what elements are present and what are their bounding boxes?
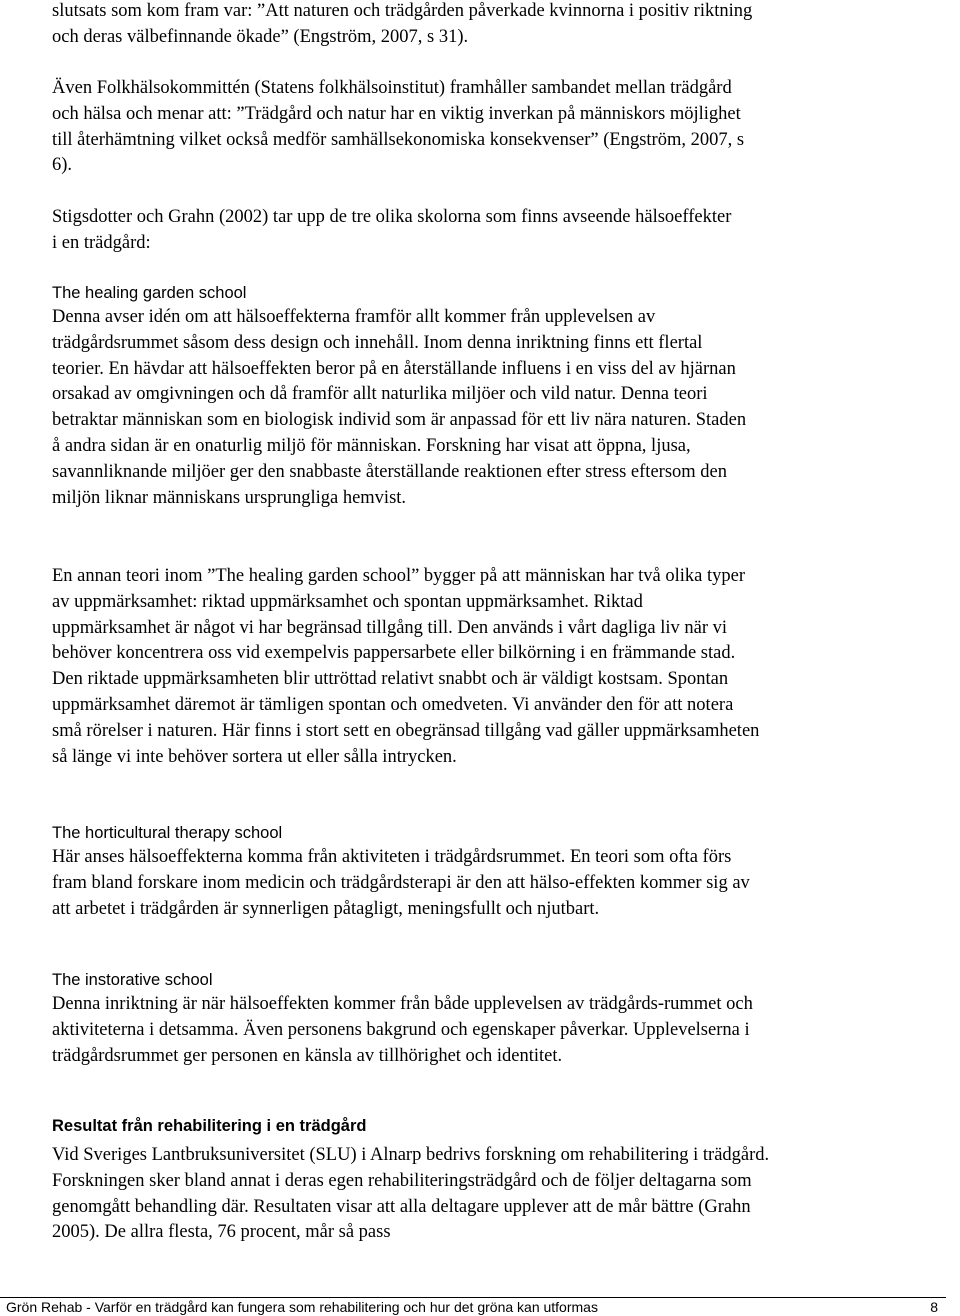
footer-page-number: 8 <box>930 1299 938 1315</box>
paragraph-horticultural-therapy: Här anses hälsoeffekterna komma från aktiviteten i trädgårdsrummet. En teori som ofta förs fram bland forskare inom medicin och trädgårdsterapi är den att hälso-effekten kommer sig av att arbetet i trädgården är synnerligen påtagligt, meningsfullt och njutbart. <box>52 847 750 919</box>
heading-instorative-school: The instorative school <box>52 971 213 989</box>
paragraph-quote-conclusion: slutsats som kom fram var: ”Att naturen och trädgården påverkade kvinnorna i positiv riktning och deras välbefinnande ökade” (Engström, 2007, s 31). <box>52 1 753 47</box>
heading-resultat-rehabilitering: Resultat från rehabilitering i en trädgård <box>52 1117 367 1135</box>
paragraph-instorative: Denna inriktning är när hälsoeffekten kommer från både upplevelsen av trädgårds-rummet och aktiviteterna i detsamma. Även personens bakgrund och egenskaper påverkar. Upplevelserna i trädgårdsrummet ger personen en känsla av tillhörighet och identitet. <box>52 994 753 1066</box>
paragraph-slu-research: Vid Sveriges Lantbruksuniversitet (SLU) i Alnarp bedrivs forskning om rehabilitering i trädgård. Forskningen sker bland annat i deras egen rehabiliteringsträdgård och de följer deltagarna som genomgått behandling där. Resultaten visar att alla deltagare upplever att de mår bättre (Grahn 2005). De allra flesta, 76 procent, mår så pass <box>52 1145 770 1243</box>
heading-horticultural-therapy-school: The horticultural therapy school <box>52 824 283 842</box>
paragraph-healing-garden: Denna avser idén om att hälsoeffekterna framför allt kommer från upplevelsen av trädgårdsrummet såsom dess design och innehåll. Inom denna inriktning finns ett flertal teorier. En hävdar att hälsoeffekten beror på en återställande influens i en viss del av hjärnan orsakad av omgivningen och då framför allt naturlika miljöer och vild natur. Denna teori betraktar människan som en biologisk individ som är anpassad för ett liv nära naturen. Staden å andra sidan är en onaturlig miljö för människan. Forskning har visat att öppna, ljusa, savannliknande miljöer ger den snabbaste återställande reaktionen efter stress eftersom den miljön liknar människans ursprungliga hemvist. <box>52 307 747 508</box>
paragraph-stigsdotter-grahn: Stigsdotter och Grahn (2002) tar upp de tre olika skolorna som finns avseende hälsoeffekter i en trädgård: <box>52 207 732 253</box>
footer-title: Grön Rehab - Varför en trädgård kan fungera som rehabilitering och hur det gröna kan utformas <box>6 1299 598 1315</box>
page-footer <box>0 1297 946 1315</box>
paragraph-attention-theory: En annan teori inom ”The healing garden school” bygger på att människan har två olika typer av uppmärksamhet: riktad uppmärksamhet och spontan uppmärksamhet. Riktad uppmärksamhet är något vi har begränsad tillgång till. Den används i vårt dagliga liv när vi behöver koncentrera oss vid exempelvis pappersarbete eller bilkörning i en främmande stad. Den riktade uppmärksamheten blir uttröttad relativt snabbt och är väldigt kostsam. Spontan uppmärksamhet däremot är tämligen spontan och omedveten. Vi använder den för att notera små rörelser i naturen. Här finns i stort sett en obegränsad tillgång vad gäller uppmärksamheten så länge vi inte behöver sortera ut eller sålla intrycken. <box>52 566 760 767</box>
heading-healing-garden-school: The healing garden school <box>52 284 247 302</box>
paragraph-folkhalsokommitten: Även Folkhälsokommittén (Statens folkhälsoinstitut) framhåller sambandet mellan trädgård och hälsa och menar att: ”Trädgård och natur har en viktig inverkan på människors möjlighet till återhämtning vilket också medför samhällsekonomiska konsekvenser” (Engström, 2007, s 6). <box>52 78 745 176</box>
